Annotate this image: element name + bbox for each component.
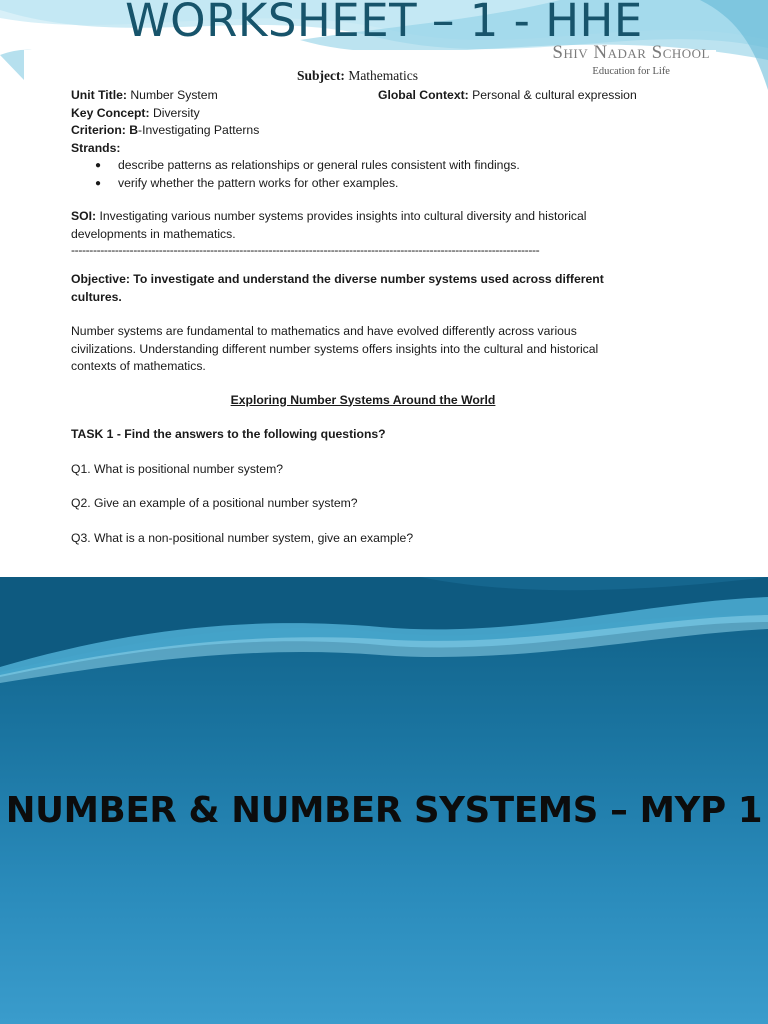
task-heading: TASK 1 - Find the answers to the following questions? [71, 427, 386, 441]
bullet-icon: ● [95, 177, 102, 189]
criterion-letter: B [129, 123, 139, 137]
subject-value: Mathematics [348, 68, 419, 83]
strands-label: Strands: [71, 140, 121, 155]
question-1: Q1. What is positional number system? [71, 461, 284, 476]
criterion-label: Criterion: [71, 123, 126, 137]
strands-list [71, 157, 661, 192]
strand-text: verify whether the pattern works for other examples. [118, 175, 399, 190]
global-context-value: Personal & cultural expression [472, 88, 637, 102]
presentation-title: NUMBER & NUMBER SYSTEMS – MYP 1 [5, 790, 763, 831]
school-tagline: Education for Life [592, 66, 670, 77]
question-2: Q2. Give an example of a positional number system? [71, 496, 358, 510]
bullet-icon: ● [95, 160, 102, 171]
intro-line-3: contexts of mathematics. [71, 359, 206, 373]
school-name: Shiv Nadar School [552, 42, 710, 63]
criterion-row [71, 122, 661, 140]
section-heading: Exploring Number Systems Around the World [230, 392, 496, 407]
objective-line-2: cultures. [71, 289, 122, 304]
global-context [378, 87, 637, 105]
unit-title-label: Unit Title: [71, 88, 127, 102]
question-3: Q3. What is a non-positional number system, give an example? [71, 530, 414, 545]
unit-title-value: Number System [130, 88, 218, 102]
unit-row [71, 87, 661, 105]
worksheet-body [71, 50, 661, 547]
intro-line-2: civilizations. Understanding different number systems offers insights into the cultural and historical [71, 341, 599, 356]
separator-line: -------------------------------------------------------------------------------------------------------------------------------- [71, 243, 540, 257]
soi-line-1 [71, 208, 661, 226]
subject-line [54, 67, 661, 87]
strand-item [95, 175, 661, 193]
title-slide [0, 577, 768, 1024]
global-context-label: Global Context: [378, 88, 469, 102]
soi-line-2: developments in mathematics. [71, 226, 236, 241]
key-concept-label: Key Concept: [71, 105, 150, 120]
key-concept-value: Diversity [152, 105, 200, 120]
subject-label: Subject: [296, 68, 345, 83]
worksheet-document [24, 42, 716, 558]
worksheet-title: WORKSHEET – 1 - HHE [125, 0, 643, 47]
strand-text: describe patterns as relationships or general rules consistent with findings. [118, 158, 520, 172]
soi-text-1: Investigating various number systems provides insights into cultural diversity and historical [99, 209, 587, 223]
criterion-value: -Investigating Patterns [138, 123, 260, 137]
key-concept-row [71, 105, 661, 123]
strand-item [95, 157, 661, 175]
intro-line-1: Number systems are fundamental to mathematics and have evolved differently across various [71, 324, 577, 338]
objective-line-1: Objective: To investigate and understand the diverse number systems used across different [71, 272, 604, 286]
soi-label: SOI: [71, 209, 97, 223]
